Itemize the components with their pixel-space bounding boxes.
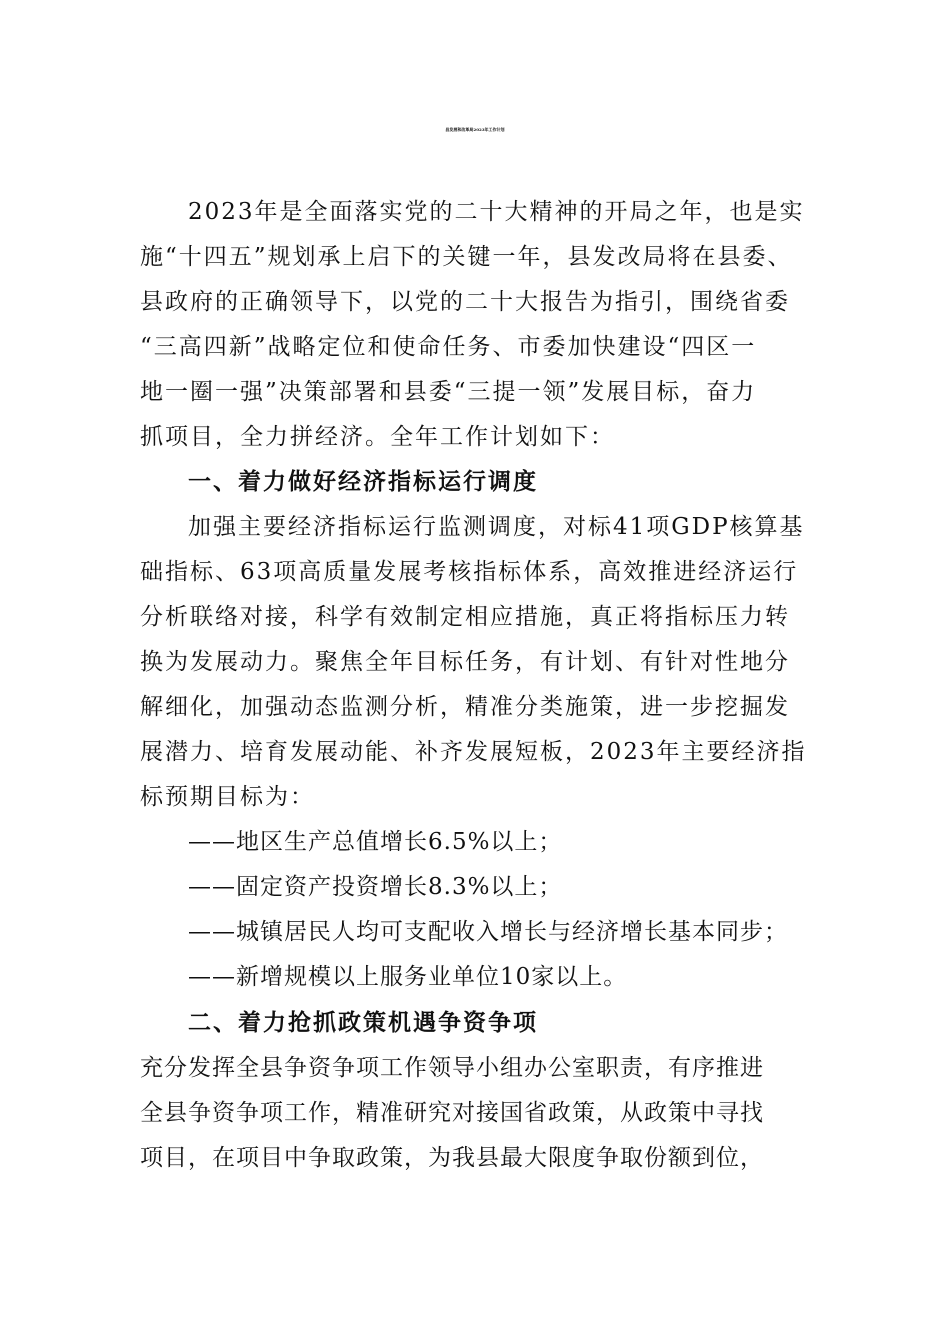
page-title: 县发展和改革局2023年工作计划 [445,127,505,132]
target-item-3: ——城镇居民人均可支配收入增长与经济增长基本同步； [188,919,788,945]
section-1-line-3: 分析联络对接，科学有效制定相应措施，真正将指标压力转 [140,604,790,630]
intro-line-1: 2023年是全面落实党的二十大精神的开局之年，也是实 [188,199,805,225]
intro-line-4: “三高四新”战略定位和使命任务、市委加快建设“四区一 [140,334,757,360]
section-2-heading: 二、着力抢抓政策机遇争资争项 [188,1009,538,1036]
intro-line-5: 地一圈一强”决策部署和县委“三提一领”发展目标，奋力 [140,379,757,405]
intro-line-3: 县政府的正确领导下，以党的二十大报告为指引，围绕省委 [140,289,790,315]
target-item-1: ——地区生产总值增长6.5%以上； [188,829,563,855]
section-1-heading: 一、着力做好经济指标运行调度 [188,468,538,495]
intro-line-6: 抓项目，全力拼经济。全年工作计划如下： [140,424,615,450]
section-1-line-5: 解细化，加强动态监测分析，精准分类施策，进一步挖掘发 [140,694,790,720]
section-1-line-4: 换为发展动力。聚焦全年目标任务，有计划、有针对性地分 [140,649,790,675]
intro-line-2: 施“十四五”规划承上启下的关键一年，县发改局将在县委、 [140,244,793,270]
section-1-line-1: 加强主要经济指标运行监测调度，对标41项GDP核算基 [188,514,805,540]
section-1-line-6: 展潜力、培育发展动能、补齐发展短板，2023年主要经济指 [140,739,807,765]
section-2-line-1: 充分发挥全县争资争项工作领导小组办公室职责，有序推进 [140,1055,764,1081]
section-2-line-3: 项目，在项目中争取政策，为我县最大限度争取份额到位， [140,1145,764,1171]
target-item-4: ——新增规模以上服务业单位10家以上。 [188,964,628,990]
section-1-line-7: 标预期目标为： [140,784,315,810]
section-1-line-2: 础指标、63项高质量发展考核指标体系，高效推进经济运行 [140,559,799,585]
section-2-line-2: 全县争资争项工作，精准研究对接国省政策，从政策中寻找 [140,1100,764,1126]
target-item-2: ——固定资产投资增长8.3%以上； [188,874,563,900]
